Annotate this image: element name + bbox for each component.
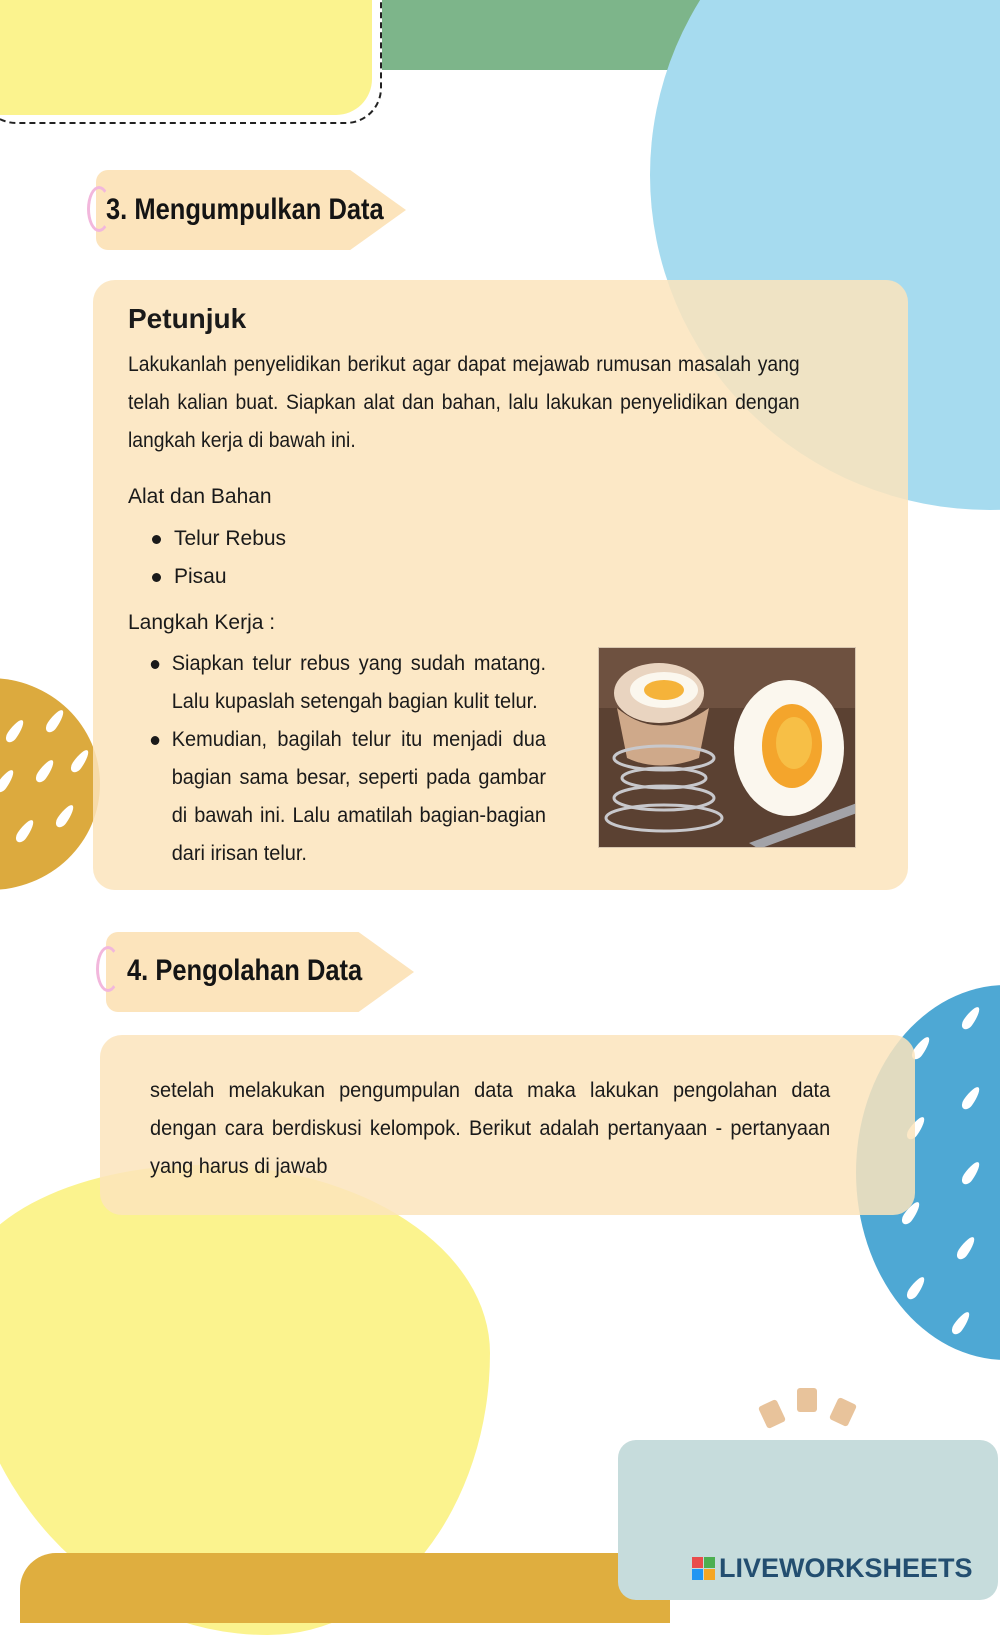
alat-bahan-list	[128, 520, 286, 596]
petunjuk-text: Lakukanlah penyelidikan berikut agar dapat mejawab rumusan masalah yang telah kalian buat. Siapkan alat dan bahan, lalu lakukan penyelidikan dengan langkah kerja di bawah ini.	[128, 353, 800, 452]
list-item: Siapkan telur rebus yang sudah matang. Lalu kupaslah setengah bagian kulit telur.	[128, 645, 546, 721]
liveworksheets-logo-text: LIVEWORKSHEETS	[719, 1553, 973, 1583]
list-item: Pisau	[128, 558, 286, 596]
list-item: Telur Rebus	[128, 520, 286, 558]
section-4-title: 4. Pengolahan Data	[127, 954, 363, 987]
orange-raindrop-circle	[0, 678, 100, 890]
section-3-title: 3. Mengumpulkan Data	[106, 193, 384, 226]
bottom-orange-bar	[20, 1553, 670, 1623]
liveworksheets-logo	[692, 1553, 973, 1584]
pink-swirl-icon	[96, 946, 120, 992]
list-item: Kemudian, bagilah telur itu menjadi dua bagian sama besar, seperti pada gambar di bawah ini. Lalu amatilah bagian-bagian dari irisan telur.	[128, 721, 546, 873]
liveworksheets-logo-icon	[692, 1557, 715, 1580]
langkah-kerja-list	[128, 645, 546, 873]
section-4-text: setelah melakukan pengumpulan data maka lakukan pengolahan data dengan cara berdiskusi kelompok. Berikut adalah pertanyaan - pertanyaan yang harus di jawab	[150, 1079, 831, 1178]
decor-tab	[829, 1397, 857, 1427]
top-left-dashed-outline	[0, 0, 382, 124]
decor-tab	[758, 1399, 786, 1429]
boiled-egg-image	[598, 647, 856, 848]
decor-tab	[797, 1388, 817, 1412]
petunjuk-title: Petunjuk	[128, 303, 247, 334]
langkah-kerja-title: Langkah Kerja :	[128, 611, 276, 634]
alat-bahan-title: Alat dan Bahan	[128, 485, 272, 508]
